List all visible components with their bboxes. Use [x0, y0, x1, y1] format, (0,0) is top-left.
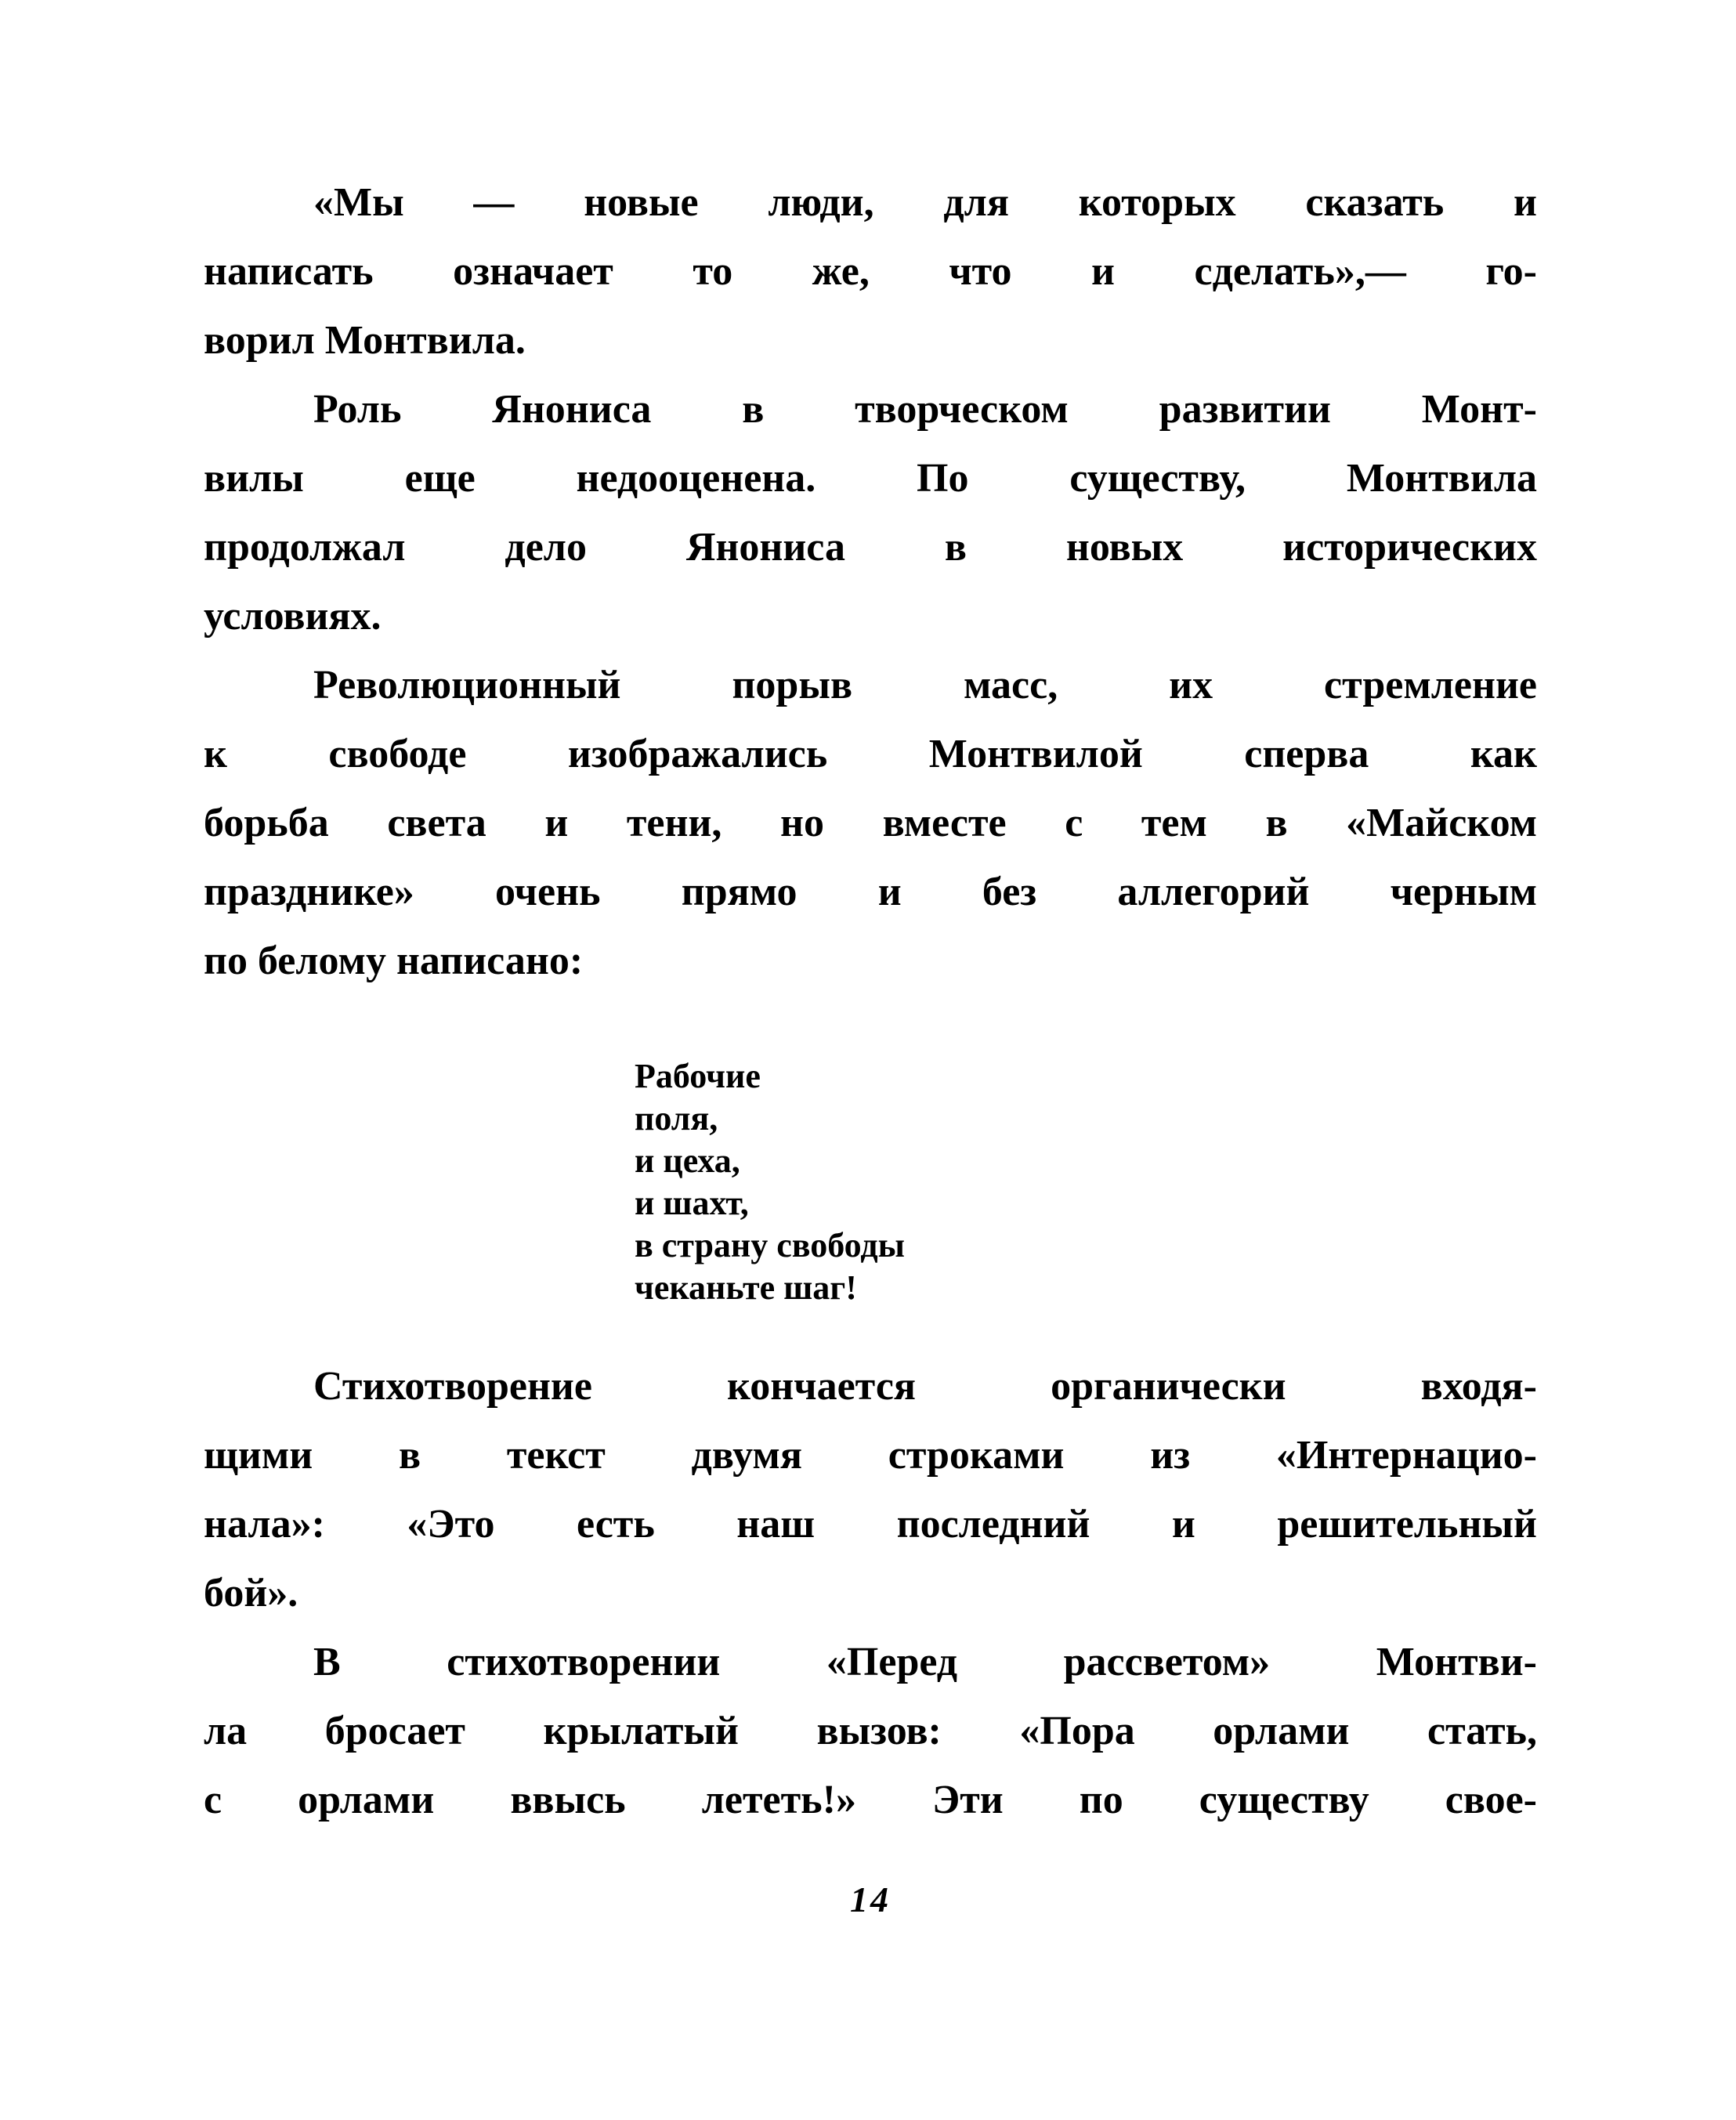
poem-line: поля, [635, 1099, 718, 1138]
text-line: по белому написано: [204, 939, 584, 983]
poem-line: в страну свободы [635, 1226, 906, 1264]
poem-line: и цеха, [635, 1141, 740, 1180]
text-line: к свободе изображались Монтвилой сперва как [204, 732, 1537, 776]
text-line: условиях. [204, 594, 382, 639]
text-line: вилы еще недооценена. По существу, Монтвила [204, 456, 1537, 501]
text-line: продолжал дело Янониса в новых исторических [204, 525, 1537, 570]
text-line: В стихотворении «Перед рассветом» Монтви- [313, 1640, 1537, 1684]
text-line: щими в текст двумя строками из «Интернацио- [204, 1433, 1537, 1478]
text-line: бой». [204, 1571, 298, 1615]
poem-line: и шахт, [635, 1184, 749, 1222]
text-line: борьба света и тени, но вместе с тем в «Майском [204, 801, 1537, 845]
text-line: ла бросает крылатый вызов: «Пора орлами стать, [204, 1709, 1537, 1753]
text-block [204, 168, 1537, 1923]
text-line: празднике» очень прямо и без аллегорий черным [204, 870, 1537, 914]
text-line: «Мы — новые люди, для которых сказать и [313, 180, 1537, 225]
text-line: Революционный порыв масс, их стремление [313, 663, 1537, 707]
poem-line: Рабочие [635, 1057, 761, 1095]
text-line: написать означает то же, что и сделать»,— го- [204, 249, 1537, 294]
text-line: нала»: «Это есть наш последний и решительный [204, 1502, 1537, 1547]
text-line: Роль Янониса в творческом развитии Монт- [313, 387, 1537, 432]
text-line: ворил Монтвила. [204, 318, 526, 363]
text-line: с орлами ввысь лететь!» Эти по существу свое- [204, 1778, 1537, 1822]
poem-block [635, 1055, 1537, 1309]
page-number: 14 [850, 1879, 891, 1919]
poem-line: чеканьте шаг! [635, 1268, 857, 1307]
text-line: Стихотворение кончается органически входя- [313, 1364, 1537, 1409]
